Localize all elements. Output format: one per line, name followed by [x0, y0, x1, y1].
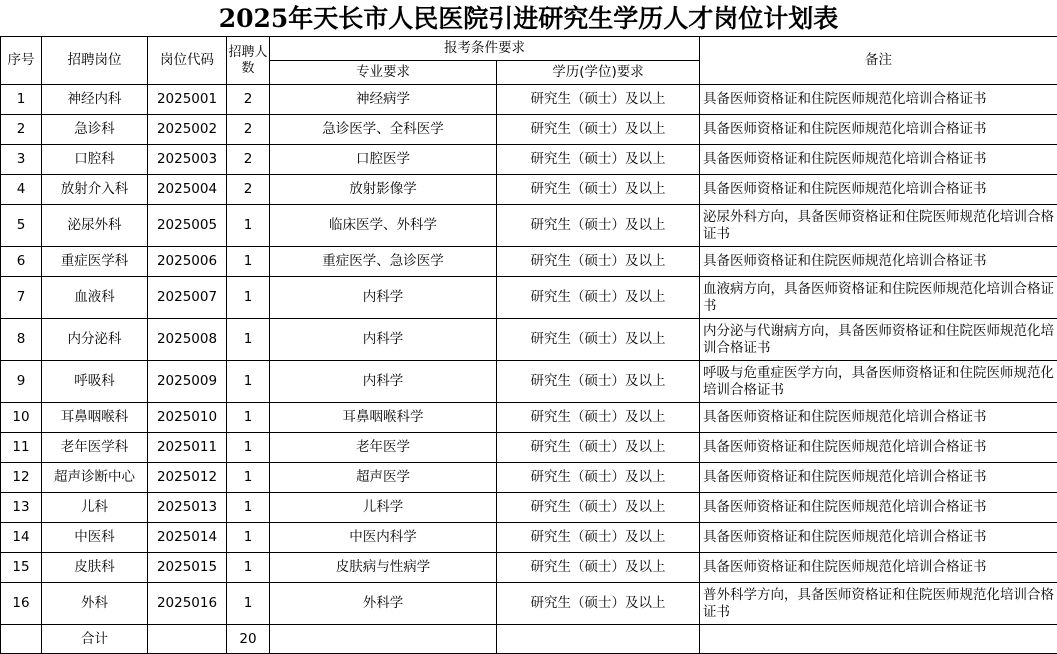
- cell-note: 具备医师资格证和住院医师规范化培训合格证书: [700, 433, 1057, 463]
- cell-degree: 研究生（硕士）及以上: [497, 277, 700, 319]
- cell-post: 耳鼻咽喉科: [42, 403, 148, 433]
- cell-no: 5: [1, 205, 42, 247]
- cell-count: 1: [227, 403, 270, 433]
- cell-post: 泌尿外科: [42, 205, 148, 247]
- total-empty-code: [148, 625, 227, 654]
- cell-post: 放射介入科: [42, 175, 148, 205]
- cell-count: 2: [227, 145, 270, 175]
- cell-degree: 研究生（硕士）及以上: [497, 205, 700, 247]
- cell-major: 内科学: [270, 319, 497, 361]
- cell-count: 1: [227, 553, 270, 583]
- header-row: [1, 37, 1057, 61]
- cell-major: 皮肤病与性病学: [270, 553, 497, 583]
- total-empty-major: [270, 625, 497, 654]
- table-row: [1, 319, 1057, 361]
- cell-degree: 研究生（硕士）及以上: [497, 145, 700, 175]
- cell-no: 16: [1, 583, 42, 625]
- cell-degree: 研究生（硕士）及以上: [497, 583, 700, 625]
- cell-count: 1: [227, 277, 270, 319]
- cell-code: 2025012: [148, 463, 227, 493]
- cell-code: 2025002: [148, 115, 227, 145]
- cell-no: 12: [1, 463, 42, 493]
- cell-major: 外科学: [270, 583, 497, 625]
- header-count: 招聘人数: [227, 37, 270, 85]
- cell-code: 2025013: [148, 493, 227, 523]
- header-major: 专业要求: [270, 61, 497, 85]
- cell-major: 口腔医学: [270, 145, 497, 175]
- cell-count: 1: [227, 583, 270, 625]
- cell-no: 15: [1, 553, 42, 583]
- position-plan-table: [0, 36, 1057, 654]
- cell-note: 呼吸与危重症医学方向，具备医师资格证和住院医师规范化培训合格证书: [700, 361, 1057, 403]
- cell-post: 儿科: [42, 493, 148, 523]
- cell-count: 1: [227, 463, 270, 493]
- cell-post: 血液科: [42, 277, 148, 319]
- table-row: [1, 85, 1057, 115]
- total-row: [1, 625, 1057, 654]
- header-degree: 学历(学位)要求: [497, 61, 700, 85]
- cell-code: 2025011: [148, 433, 227, 463]
- table-row: [1, 583, 1057, 625]
- cell-post: 中医科: [42, 523, 148, 553]
- cell-note: 具备医师资格证和住院医师规范化培训合格证书: [700, 403, 1057, 433]
- cell-note: 泌尿外科方向，具备医师资格证和住院医师规范化培训合格证书: [700, 205, 1057, 247]
- cell-count: 2: [227, 115, 270, 145]
- cell-note: 具备医师资格证和住院医师规范化培训合格证书: [700, 145, 1057, 175]
- cell-count: 1: [227, 205, 270, 247]
- cell-major: 儿科学: [270, 493, 497, 523]
- table-row: [1, 247, 1057, 277]
- cell-no: 13: [1, 493, 42, 523]
- cell-note: 血液病方向，具备医师资格证和住院医师规范化培训合格证书: [700, 277, 1057, 319]
- cell-major: 耳鼻咽喉科学: [270, 403, 497, 433]
- cell-note: 具备医师资格证和住院医师规范化培训合格证书: [700, 247, 1057, 277]
- cell-post: 神经内科: [42, 85, 148, 115]
- cell-code: 2025008: [148, 319, 227, 361]
- cell-code: 2025015: [148, 553, 227, 583]
- cell-count: 1: [227, 361, 270, 403]
- cell-degree: 研究生（硕士）及以上: [497, 553, 700, 583]
- cell-code: 2025007: [148, 277, 227, 319]
- cell-note: 具备医师资格证和住院医师规范化培训合格证书: [700, 463, 1057, 493]
- total-label: 合计: [42, 625, 148, 654]
- cell-degree: 研究生（硕士）及以上: [497, 523, 700, 553]
- cell-major: 内科学: [270, 277, 497, 319]
- cell-no: 2: [1, 115, 42, 145]
- cell-major: 内科学: [270, 361, 497, 403]
- table-row: [1, 403, 1057, 433]
- total-empty-degree: [497, 625, 700, 654]
- cell-major: 超声医学: [270, 463, 497, 493]
- cell-post: 老年医学科: [42, 433, 148, 463]
- cell-no: 7: [1, 277, 42, 319]
- cell-no: 6: [1, 247, 42, 277]
- cell-degree: 研究生（硕士）及以上: [497, 319, 700, 361]
- header-code: 岗位代码: [148, 37, 227, 85]
- cell-note: 具备医师资格证和住院医师规范化培训合格证书: [700, 115, 1057, 145]
- cell-post: 外科: [42, 583, 148, 625]
- header-no: 序号: [1, 37, 42, 85]
- cell-no: 10: [1, 403, 42, 433]
- total-empty-no: [1, 625, 42, 654]
- page-title: 2025年天长市人民医院引进研究生学历人才岗位计划表: [0, 0, 1057, 36]
- table-row: [1, 115, 1057, 145]
- cell-count: 1: [227, 493, 270, 523]
- cell-count: 2: [227, 85, 270, 115]
- cell-count: 1: [227, 319, 270, 361]
- cell-count: 1: [227, 523, 270, 553]
- cell-degree: 研究生（硕士）及以上: [497, 115, 700, 145]
- table-row: [1, 175, 1057, 205]
- total-empty-note: [700, 625, 1057, 654]
- table-row: [1, 523, 1057, 553]
- cell-post: 超声诊断中心: [42, 463, 148, 493]
- cell-major: 重症医学、急诊医学: [270, 247, 497, 277]
- cell-post: 内分泌科: [42, 319, 148, 361]
- cell-code: 2025001: [148, 85, 227, 115]
- header-post: 招聘岗位: [42, 37, 148, 85]
- cell-degree: 研究生（硕士）及以上: [497, 433, 700, 463]
- table-row: [1, 463, 1057, 493]
- cell-major: 急诊医学、全科医学: [270, 115, 497, 145]
- cell-code: 2025005: [148, 205, 227, 247]
- cell-major: 放射影像学: [270, 175, 497, 205]
- cell-code: 2025003: [148, 145, 227, 175]
- cell-code: 2025010: [148, 403, 227, 433]
- table-row: [1, 205, 1057, 247]
- cell-no: 14: [1, 523, 42, 553]
- cell-no: 8: [1, 319, 42, 361]
- cell-no: 1: [1, 85, 42, 115]
- cell-degree: 研究生（硕士）及以上: [497, 85, 700, 115]
- cell-count: 1: [227, 247, 270, 277]
- cell-post: 呼吸科: [42, 361, 148, 403]
- cell-degree: 研究生（硕士）及以上: [497, 493, 700, 523]
- cell-major: 临床医学、外科学: [270, 205, 497, 247]
- cell-no: 11: [1, 433, 42, 463]
- cell-major: 老年医学: [270, 433, 497, 463]
- table-row: [1, 493, 1057, 523]
- table-row: [1, 145, 1057, 175]
- cell-degree: 研究生（硕士）及以上: [497, 463, 700, 493]
- cell-note: 具备医师资格证和住院医师规范化培训合格证书: [700, 85, 1057, 115]
- cell-code: 2025004: [148, 175, 227, 205]
- table-row: [1, 553, 1057, 583]
- cell-code: 2025016: [148, 583, 227, 625]
- cell-count: 1: [227, 433, 270, 463]
- cell-note: 具备医师资格证和住院医师规范化培训合格证书: [700, 493, 1057, 523]
- header-note: 备注: [700, 37, 1057, 85]
- header-conditions: 报考条件要求: [270, 37, 700, 61]
- cell-note: 内分泌与代谢病方向，具备医师资格证和住院医师规范化培训合格证书: [700, 319, 1057, 361]
- cell-code: 2025014: [148, 523, 227, 553]
- cell-count: 2: [227, 175, 270, 205]
- cell-post: 皮肤科: [42, 553, 148, 583]
- cell-no: 3: [1, 145, 42, 175]
- cell-note: 具备医师资格证和住院医师规范化培训合格证书: [700, 175, 1057, 205]
- cell-degree: 研究生（硕士）及以上: [497, 361, 700, 403]
- cell-post: 重症医学科: [42, 247, 148, 277]
- cell-degree: 研究生（硕士）及以上: [497, 403, 700, 433]
- cell-note: 具备医师资格证和住院医师规范化培训合格证书: [700, 523, 1057, 553]
- cell-degree: 研究生（硕士）及以上: [497, 175, 700, 205]
- cell-note: 普外科学方向，具备医师资格证和住院医师规范化培训合格证书: [700, 583, 1057, 625]
- cell-code: 2025009: [148, 361, 227, 403]
- table-row: [1, 433, 1057, 463]
- cell-major: 中医内科学: [270, 523, 497, 553]
- cell-post: 急诊科: [42, 115, 148, 145]
- cell-no: 9: [1, 361, 42, 403]
- table-row: [1, 277, 1057, 319]
- table-row: [1, 361, 1057, 403]
- cell-major: 神经病学: [270, 85, 497, 115]
- cell-no: 4: [1, 175, 42, 205]
- cell-code: 2025006: [148, 247, 227, 277]
- total-count: 20: [227, 625, 270, 654]
- cell-note: 具备医师资格证和住院医师规范化培训合格证书: [700, 553, 1057, 583]
- cell-degree: 研究生（硕士）及以上: [497, 247, 700, 277]
- cell-post: 口腔科: [42, 145, 148, 175]
